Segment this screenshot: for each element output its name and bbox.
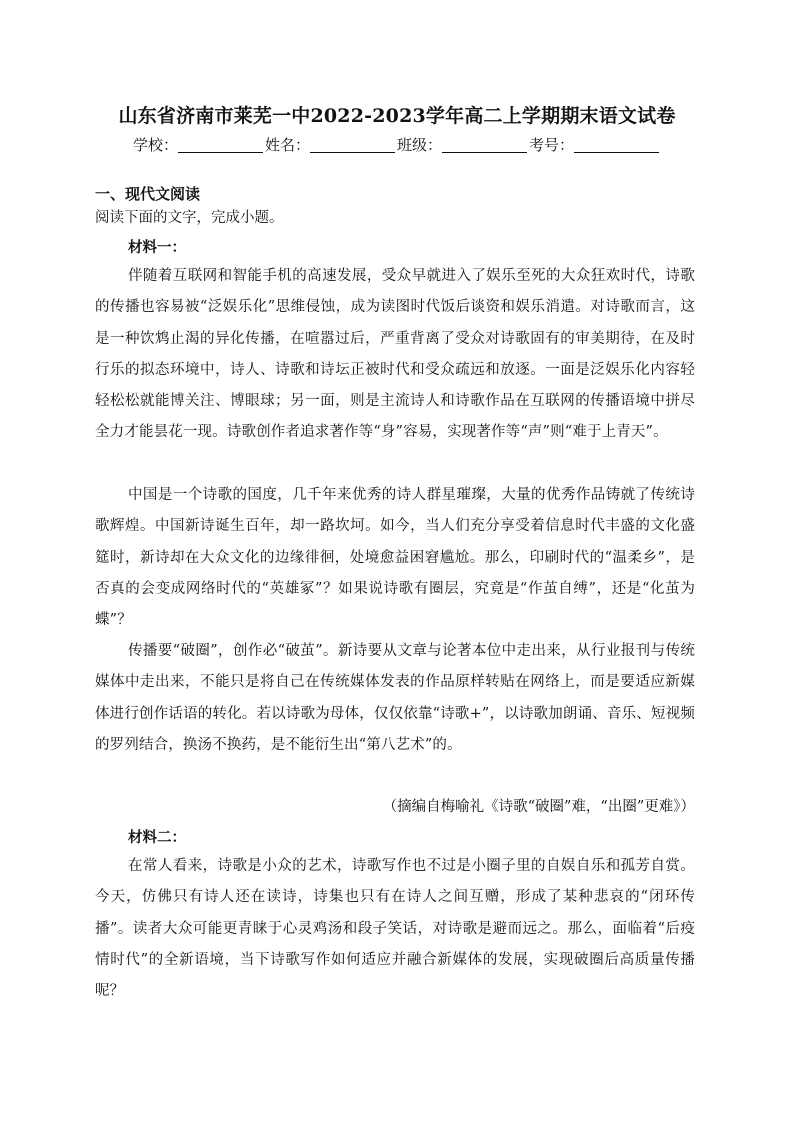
material-1-paragraph-2: 中国是一个诗歌的国度，几千年来优秀的诗人群星璀璨，大量的优秀作品铸就了传统诗歌辉煌。中国新诗诞生百年，却一路坎坷。如今，当人们充分享受着信息时代丰盛的文化盛筵时，新诗却在大众文化的边缘徘徊，处境愈益困窘尴尬。那么，印刷时代的“温柔乡”，是否真的会变成网络时代的“英雄冢”？如果说诗歌有圈层，究竟是“作茧自缚”，还是“化茧为蝶”？	[95, 487, 695, 629]
material-2-label: 材料二：	[128, 830, 186, 846]
name-field	[265, 134, 397, 155]
exam-number-label: 考号：	[529, 136, 575, 154]
school-label: 学校：	[132, 136, 178, 154]
reading-instruction: 阅读下面的文字，完成小题。	[95, 210, 284, 226]
name-blank[interactable]	[310, 137, 395, 153]
material-1-paragraph-3: 传播要“破圈”，创作必“破茧”。新诗要从文章与论著本位中走出来，从行业报刊与传统媒体中走出来，不能只是将自己在传统媒体发表的作品原样转贴在网络上，而是要适应新媒体进行创作话语的转化。若以诗歌为母体，仅仅依靠“诗歌+”，以诗歌加朗诵、音乐、短视频的罗列结合，换汤不换药，是不能衍生出“第八艺术”的。	[95, 643, 695, 753]
class-field	[397, 134, 529, 155]
class-label: 班级：	[397, 136, 443, 154]
material-1-source: （摘编自梅喻礼《诗歌“破圈”难，“出圈”更难》）	[382, 799, 695, 815]
name-label: 姓名：	[264, 136, 310, 154]
student-info-row	[0, 134, 794, 155]
exam-number-blank[interactable]	[574, 137, 659, 153]
material-1-paragraph-1: 伴随着互联网和智能手机的高速发展，受众早就进入了娱乐至死的大众狂欢时代，诗歌的传播也容易被“泛娱乐化”思维侵蚀，成为读图时代饭后谈资和娱乐消遣。对诗歌而言，这是一种饮鸩止渴的异化传播，在喧嚣过后，严重背离了受众对诗歌固有的审美期待，在及时行乐的拟态环境中，诗人、诗歌和诗坛正被时代和受众疏远和放逐。一面是泛娱乐化内容轻轻松松就能博关注、博眼球；另一面，则是主流诗人和诗歌作品在互联网的传播语境中拼尽全力才能昙花一现。诗歌创作者追求著作等“身”容易，实现著作等“声”则“难于上青天”。	[95, 268, 695, 441]
class-blank[interactable]	[442, 137, 527, 153]
exam-number-field	[529, 134, 661, 155]
material-2-paragraph-1: 在常人看来，诗歌是小众的艺术，诗歌写作也不过是小圈子里的自娱自乐和孤芳自赏。今天，仿佛只有诗人还在读诗，诗集也只有在诗人之间互赠，形成了某种悲哀的“闭环传播”。读者大众可能更青睐于心灵鸡汤和段子笑话，对诗歌是避而远之。那么，面临着“后疫情时代”的全新语境，当下诗歌写作如何适应并融合新媒体的发展，实现破圈后高质量传播呢？	[95, 858, 695, 1000]
material-1-label: 材料一：	[128, 240, 186, 256]
section-heading: 一、现代文阅读	[95, 185, 201, 203]
exam-title: 山东省济南市莱芜一中2022-2023学年高二上学期期末语文试卷	[118, 105, 676, 127]
school-field	[133, 134, 265, 155]
school-blank[interactable]	[178, 137, 263, 153]
